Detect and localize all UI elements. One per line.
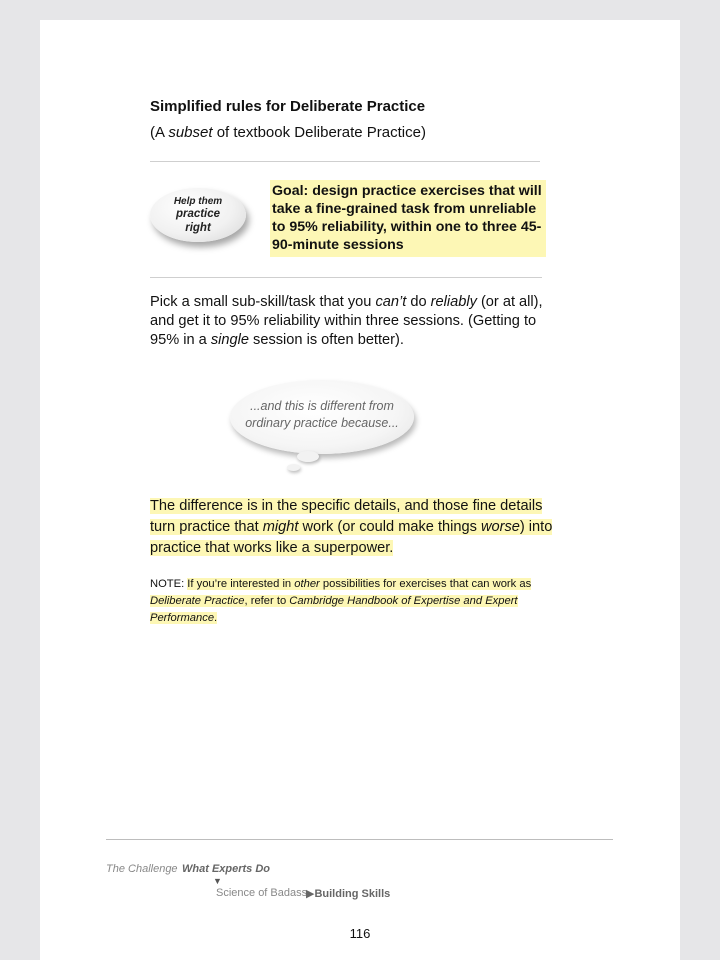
badge-line-2: practice bbox=[175, 208, 221, 220]
badge-line-3: right bbox=[185, 222, 211, 234]
bubble-puff-small bbox=[287, 464, 300, 471]
subtitle-emphasis: subset bbox=[168, 124, 213, 141]
nav-science-of-badass[interactable]: Science of Badass bbox=[216, 887, 308, 899]
badge-line-1: Help them bbox=[173, 196, 223, 207]
footer-divider bbox=[106, 839, 613, 840]
nav-building-skills[interactable]: ▶Building Skills bbox=[306, 888, 391, 900]
note-emph-other: other bbox=[294, 578, 320, 590]
help-them-badge bbox=[150, 188, 246, 242]
note-text-3: , refer to bbox=[244, 595, 290, 607]
pick-text-2: do bbox=[406, 294, 431, 310]
page-title: Simplified rules for Deliberate Practice bbox=[150, 98, 426, 115]
thought-bubble bbox=[230, 380, 414, 454]
pick-emph-single: single bbox=[210, 332, 249, 348]
pick-paragraph bbox=[150, 293, 550, 350]
pick-emph-reliably: reliably bbox=[430, 294, 477, 310]
divider-middle bbox=[150, 277, 542, 278]
nav-what-experts-do[interactable]: What Experts Do bbox=[182, 863, 271, 875]
note-text-2: possibilities for exercises that can work as bbox=[319, 578, 532, 590]
nav-the-challenge[interactable]: The Challenge bbox=[106, 863, 178, 875]
pick-text-1: Pick a small sub-skill/task that you bbox=[150, 294, 376, 310]
page-number: 116 bbox=[349, 926, 371, 941]
bubble-line-2: ordinary practice because... bbox=[245, 416, 399, 430]
note-paragraph bbox=[150, 576, 570, 627]
subtitle-suffix: of textbook Deliberate Practice) bbox=[212, 124, 426, 141]
note-emph-handbook: Cambridge Handbook of Expertise and Expert Performance bbox=[150, 595, 518, 624]
goal-statement: Goal: design practice exercises that will take a fine-grained task from unreliable to 95% reliability, within one to three 45-90-minute sessions bbox=[270, 180, 546, 257]
bubble-line-1: ...and this is different from bbox=[250, 399, 394, 413]
page-subtitle bbox=[150, 124, 426, 141]
diff-text-2: work (or could make things bbox=[298, 519, 481, 535]
pick-text-3: (or at all), and get it to 95% reliability within three sessions. (Getting to 95% in a bbox=[150, 294, 543, 348]
note-emph-deliberate: Deliberate Practice bbox=[150, 595, 245, 607]
difference-paragraph bbox=[150, 496, 570, 559]
bubble-puff-large bbox=[297, 451, 319, 462]
page bbox=[40, 20, 680, 960]
divider-top bbox=[150, 161, 540, 162]
diff-emph-might: might bbox=[262, 519, 299, 535]
note-label: NOTE: bbox=[150, 578, 188, 590]
nav-down-arrow-icon: ▼ bbox=[213, 876, 222, 886]
note-text-1: If you’re interested in bbox=[187, 578, 295, 590]
note-text-4: . bbox=[214, 612, 218, 624]
diff-text-1: The difference is in the specific details, and those fine details turn practice that bbox=[150, 498, 543, 535]
diff-text-3: ) into practice that works like a superpower. bbox=[150, 519, 553, 556]
pick-emph-cant: can’t bbox=[375, 294, 407, 310]
diff-emph-worse: worse bbox=[480, 519, 520, 535]
subtitle-prefix: (A bbox=[150, 124, 169, 141]
pick-text-4: session is often better). bbox=[249, 332, 404, 348]
